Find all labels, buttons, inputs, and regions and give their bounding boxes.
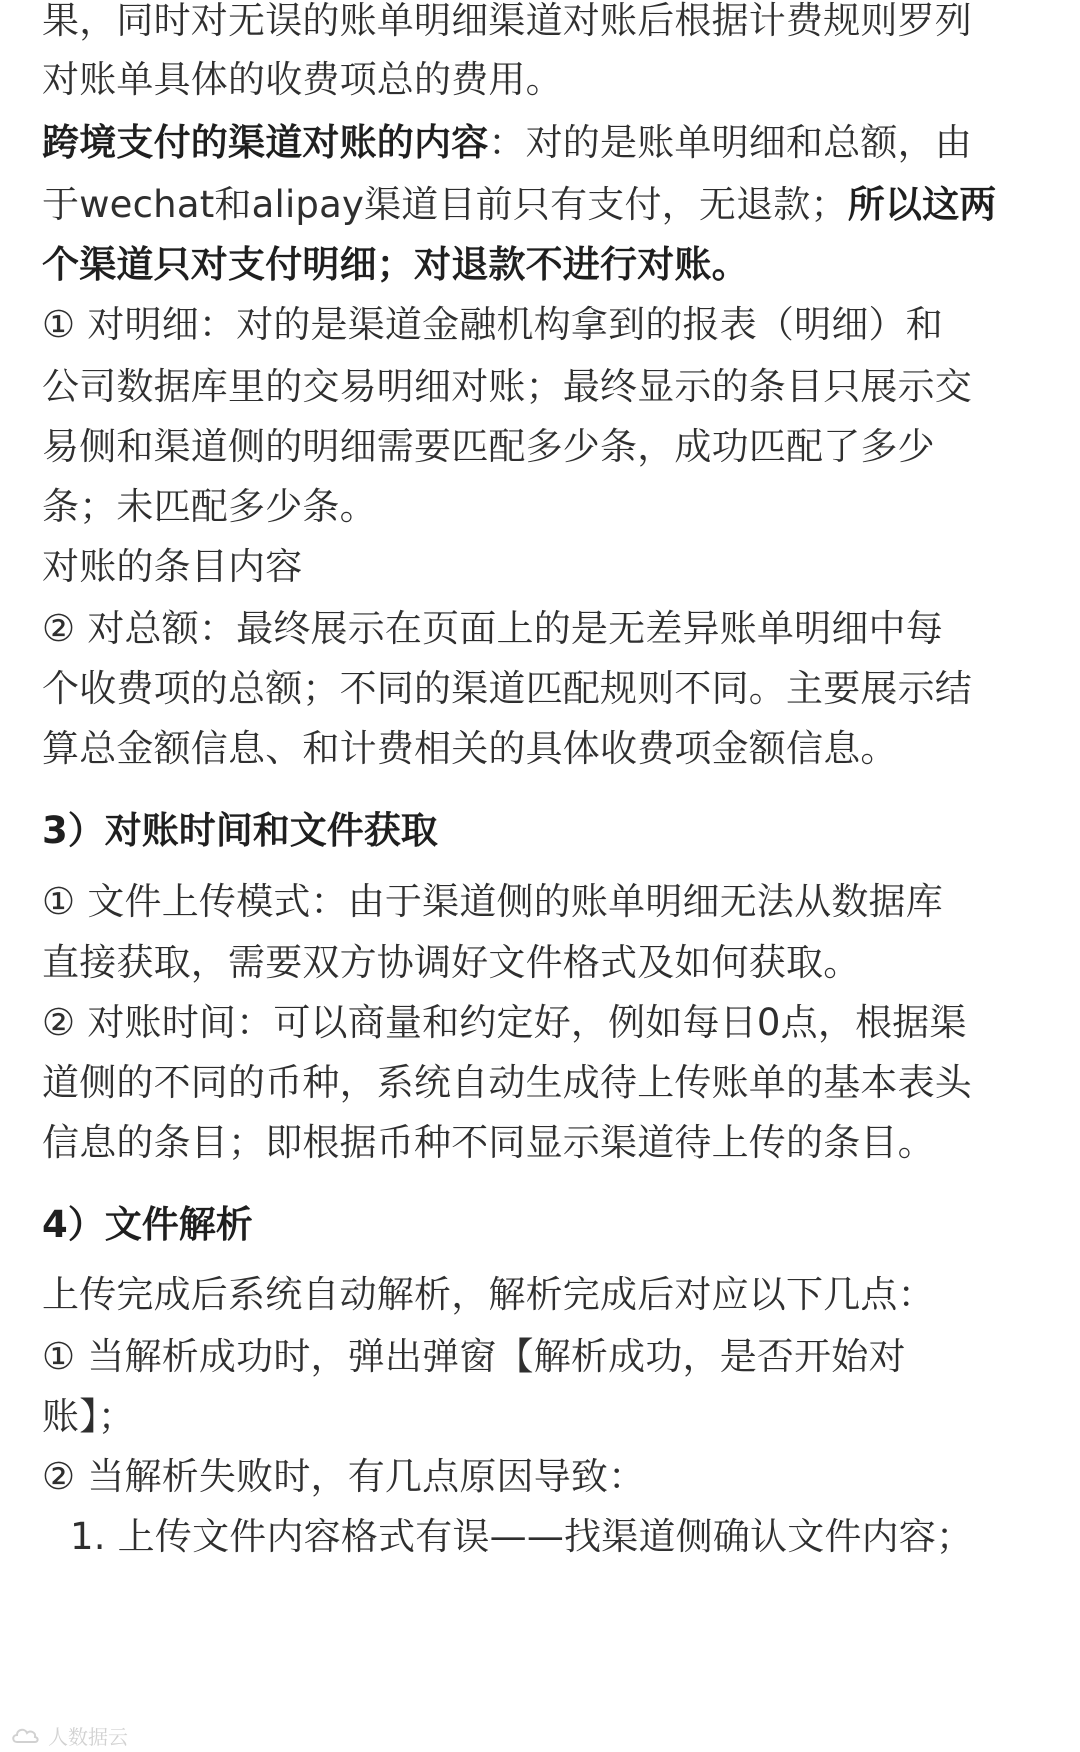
paragraph-line: 账】； [42, 1395, 136, 1438]
paragraph-line: 对账单具体的收费项总的费用。 [42, 58, 563, 101]
paragraph-line: 算总金额信息、和计费相关的具体收费项金额信息。 [42, 727, 898, 770]
paragraph-line: 个收费项的总额；不同的渠道匹配规则不同。主要展示结 [42, 667, 972, 710]
paragraph-line: ② 当解析失败时，有几点原因导致： [42, 1455, 646, 1498]
paragraph-line: ① 当解析成功时，弹出弹窗【解析成功，是否开始对 [42, 1335, 906, 1378]
watermark-text: 人数据云 [48, 1724, 128, 1749]
paragraph-line: 易侧和渠道侧的明细需要匹配多少条，成功匹配了多少 [42, 425, 935, 468]
section-heading-3: 3）对账时间和文件获取 [42, 809, 438, 852]
bold-phrase: 跨境支付的渠道对账的内容 [42, 121, 489, 164]
paragraph-line [42, 118, 972, 168]
paragraph-line: 信息的条目；即根据币种不同显示渠道待上传的条目。 [42, 1121, 935, 1164]
paragraph-line [42, 180, 997, 230]
text-phrase: ：对的是账单明细和总额，由 [488, 121, 973, 164]
bold-phrase: 所以这两 [847, 183, 997, 226]
paragraph-line: 直接获取，需要双方协调好文件格式及如何获取。 [42, 941, 861, 984]
paragraph-line: 上传完成后系统自动解析，解析完成后对应以下几点： [42, 1273, 935, 1316]
paragraph-line: 道侧的不同的币种，系统自动生成待上传账单的基本表头 [42, 1061, 972, 1104]
cloud-logo-icon [10, 1724, 40, 1746]
watermark [10, 1722, 128, 1748]
paragraph-line: ② 对账时间：可以商量和约定好，例如每日0点，根据渠 [42, 1001, 967, 1044]
paragraph-line: ② 对总额：最终展示在页面上的是无差异账单明细中每 [42, 607, 943, 650]
paragraph-line: 条；未匹配多少条。 [42, 485, 377, 528]
section-heading-4: 4）文件解析 [42, 1203, 253, 1246]
bold-line: 个渠道只对支付明细；对退款不进行对账。 [42, 243, 749, 286]
paragraph-line: ① 对明细：对的是渠道金融机构拿到的报表（明细）和 [42, 303, 943, 346]
paragraph-line: 对账的条目内容 [42, 545, 303, 588]
paragraph-line: ① 文件上传模式：由于渠道侧的账单明细无法从数据库 [42, 880, 943, 923]
paragraph-line: 公司数据库里的交易明细对账；最终显示的条目只展示交 [42, 365, 972, 408]
paragraph-line: 果，同时对无误的账单明细渠道对账后根据计费规则罗列 [42, 0, 972, 42]
text-phrase: 于wechat和alipay渠道目前只有支付，无退款； [42, 183, 848, 226]
list-item: 1. 上传文件内容格式有误——找渠道侧确认文件内容； [70, 1515, 974, 1558]
